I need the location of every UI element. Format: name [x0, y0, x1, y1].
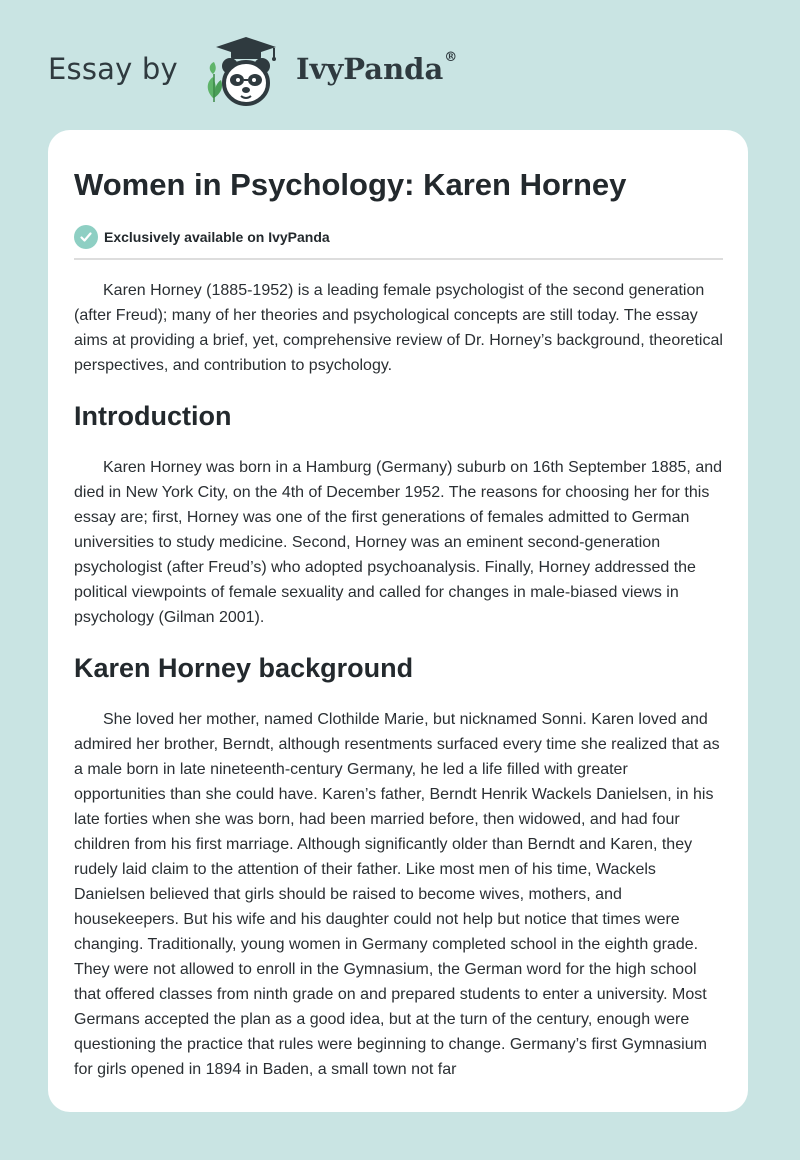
registered-mark: ® [444, 50, 458, 65]
check-icon [74, 225, 98, 249]
section-paragraph-introduction: Karen Horney was born in a Hamburg (Germany) suburb on 16th September 1885, and died in New York City, on the 4th of December 1952. The reasons for choosing her for this essay are; first, Horney was one of the first generations of females admitted to German universities to study medicine. Second, Horney was an eminent second-generation psychologist (after Freud’s) who adopted psychoanalysis. Finally, Horney addressed the political viewpoints of female sexuality and called for changes in male-biased views in psychology (Gilman 2001). [74, 459, 723, 626]
essay-card [48, 130, 748, 1112]
site-header [0, 0, 800, 120]
essay-by-label: Essay by [48, 52, 178, 86]
essay-content [74, 166, 723, 1082]
ivypanda-logo-icon[interactable] [200, 36, 292, 110]
ivy-leaf-icon [208, 62, 222, 102]
exclusive-label: Exclusively available on IvyPanda [104, 229, 330, 245]
section-heading-introduction: Introduction [74, 401, 232, 431]
section-paragraph-background: She loved her mother, named Clothilde Marie, but nicknamed Sonni. Karen loved and admired her brother, Berndt, although resentments surfaced every time she realized that as a male born in late nineteenth-century Germany, he led a life filled with greater opportunities than she could have. Karen’s father, Berndt Henrik Wackels Danielsen, in his late forties when she was born, had been married before, then widowed, and had four children from his first marriage. Although significantly older than Berndt and Karen, they rudely laid claim to the attention of their father. Like most men of his time, Wackels Danielsen believed that girls should be raised to become wives, mothers, and housekeepers. But his wife and his daughter could not help but notice that times were changing. Traditionally, young women in Germany completed school in the eighth grade. They were not allowed to enroll in the Gymnasium, the German word for the high school that offered classes from ninth grade on and prepared students to enter a university. Most Germans accepted the plan as a good idea, but at the turn of the century, enough were questioning the practice that rules were beginning to change. Germany’s first Gymnasium for girls opened in 1894 in Baden, a small town not far [74, 711, 720, 1078]
abstract-paragraph: Karen Horney (1885-1952) is a leading female psychologist of the second generation (after Freud); many of her theories and psychological concepts are still today. The essay aims at providing a brief, yet, comprehensive review of Dr. Horney’s background, theoretical perspectives, and contribution to psychology. [74, 282, 723, 374]
section-heading-background: Karen Horney background [74, 653, 414, 683]
essay-title: Women in Psychology: Karen Horney [74, 167, 627, 202]
ivypanda-brand-name[interactable]: IvyPanda® [296, 50, 458, 86]
exclusive-badge [74, 224, 723, 250]
divider [74, 258, 723, 260]
